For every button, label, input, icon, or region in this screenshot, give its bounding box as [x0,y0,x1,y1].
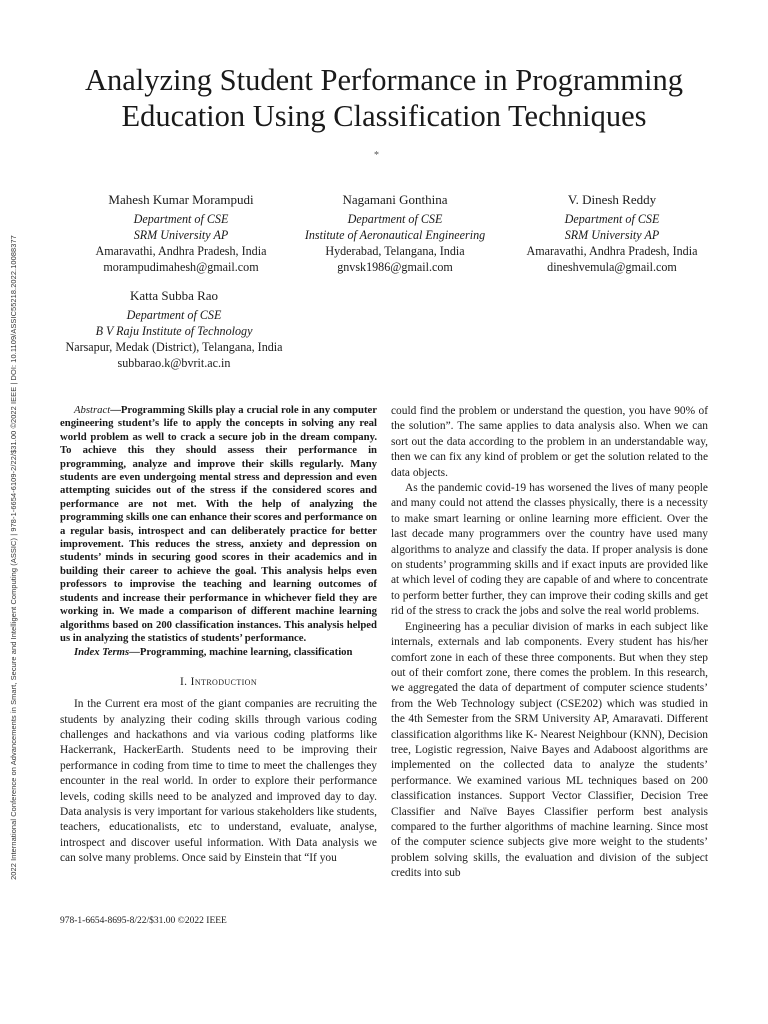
author-name: Katta Subba Rao [129,288,219,303]
author-location: Narsapur, Medak (District), Telangana, India [65,340,283,354]
paper-title: Analyzing Student Performance in Programming Education Using Classification Techniques [84,63,683,133]
author-name: V. Dinesh Reddy [567,192,657,207]
author-block-2 [275,192,515,275]
author-dept: Department of CSE [126,308,222,322]
author-org: B V Raju Institute of Technology [95,324,253,338]
title-asterisk: * [374,150,379,161]
author-name: Nagamani Gonthina [342,192,448,207]
author-email: subbarao.k@bvrit.ac.in [117,356,231,370]
author-location: Amaravathi, Andhra Pradesh, India [526,244,698,258]
footer-copyright: 978-1-6654-8695-8/22/$31.00 ©2022 IEEE [60,916,227,926]
doi-sidebar-text: 2022 International Conference on Advancements in Smart, Secure and Intelligent Computing (ASSIC) | 978-1-6654-6109-2/22/$31.00 ©2022 IEEE | DOI: 10.1109/ASSIC55218.2022.10088377 [8,234,18,880]
author-email: dineshvemula@gmail.com [547,260,677,274]
author-dept: Department of CSE [347,212,443,226]
left-column [60,404,377,867]
author-name: Mahesh Kumar Morampudi [108,192,254,207]
index-terms [60,646,377,659]
intro-paragraph-cont: could find the problem or understand the question, you have 90% of the solution”. The same applies to data analysis also. When we can sort out the data according to the problem in an understandable way, then we can fix any kind of problem or get the solution related to the data objects. [391,405,708,479]
section-number: I. [179,675,188,688]
author-block-4 [54,288,294,371]
right-column [391,404,708,882]
index-terms-label: Index Terms [74,646,130,659]
intro-paragraph-1: In the Current era most of the giant companies are recruiting the students by analyzing their coding skills through various coding challenges and hackathons and via various coding platforms like Hackerrank, HackerEarth. Students need to be improving their performance in coding from time to time to meet the challenges they encounter in the real world. In order to explore their performance levels, coding skills need to be analyzed and improved day to day. Data analysis is very important for various stakeholders like students, teachers, educationalists, etc to understand, evaluate, analyse, introspect and discover useful information. With Data analysis we can solve many problems. Once said by Einstein that “If you [60,698,377,865]
section-heading [60,675,377,690]
author-email: morampudimahesh@gmail.com [103,260,259,274]
abstract-label: Abstract [74,404,111,416]
author-location: Hyderabad, Telangana, India [325,244,465,258]
author-email: gnvsk1986@gmail.com [337,260,453,274]
section-title: Introduction [190,675,258,688]
author-org: SRM University AP [133,228,229,242]
author-org: Institute of Aeronautical Engineering [304,228,486,242]
author-dept: Department of CSE [133,212,229,226]
author-org: SRM University AP [564,228,660,242]
abstract-text: —Programming Skills play a crucial role in any computer engineering student’s life to apply the concepts in solving any real world problem as well to crack a secure job in the dream company. To achieve this they should assess their performance in programming, analyze and improve their skills regularly. Many students are even undergoing mental stress and depression and even attempting suicides out of the stress if the considered scores and performance are not met. With the help of analyzing the programming skills one can enhance their scores and performance on a regular basis, introspect and can deliberately practice for better improvement. This reduces the stress, anxiety and depression on students’ minds in securing good scores in their academics and in building their career to achieve the goal. This analysis helps even professors to improvise the teaching and learning outcomes of students and increase their performance in whichever field they are working in. We made a comparison of different machine learning algorithms based on 200 classification instances. This analysis helped us in analyzing the statistics of students’ performance. [60,404,377,644]
abstract [60,404,377,645]
author-location: Amaravathi, Andhra Pradesh, India [95,244,267,258]
author-block-1 [61,192,301,275]
doi-sidebar [1,148,25,966]
author-block-3 [492,192,732,275]
author-dept: Department of CSE [564,212,660,226]
intro-paragraph-2: As the pandemic covid-19 has worsened the lives of many people and many could not attend the classes physically, there is a necessity to make smart learning or online learning more efficient. Over the last decade many programmers over the country have used many algorithms to analyze and classify the data. If proper analysis is done on students’ programming skills and if exact inputs are provided like at which level of coding they are capable of and where to concentrate to perform better further, they can improve their coding skills and get rid of the stress to crack the jobs and solve the real world problems. [391,482,708,618]
intro-paragraph-3: Engineering has a peculiar division of marks in each subject like internals, externals and lab components. Every student has his/her comfort zone in each of these three components. But when they step out of their comfort zone, there comes the problem. In this research, we aggregated the data of department of computer science students’ from the Web Technology subject (CSE202) which was studied in the 4th Semester from the SRM University AP, Amaravati. Different classification algorithms like K- Nearest Neighbour (KNN), Decision tree, Logistic regression, Naive Bayes and Adaboost algorithms are implemented on the collected data to analyze the students’ performance. We examined various ML techniques based on 200 classification instances. Support Vector Classifier, Decision Tree Classifier and Naïve Bayes Classifier perform best analysis compared to the further algorithms of machine learning. Since most of the computer science subjects give more weight to the students’ problem solving skills, the evaluation and division of the subject credits into sub [391,620,708,880]
index-terms-text: —Programming, machine learning, classification [129,646,353,659]
